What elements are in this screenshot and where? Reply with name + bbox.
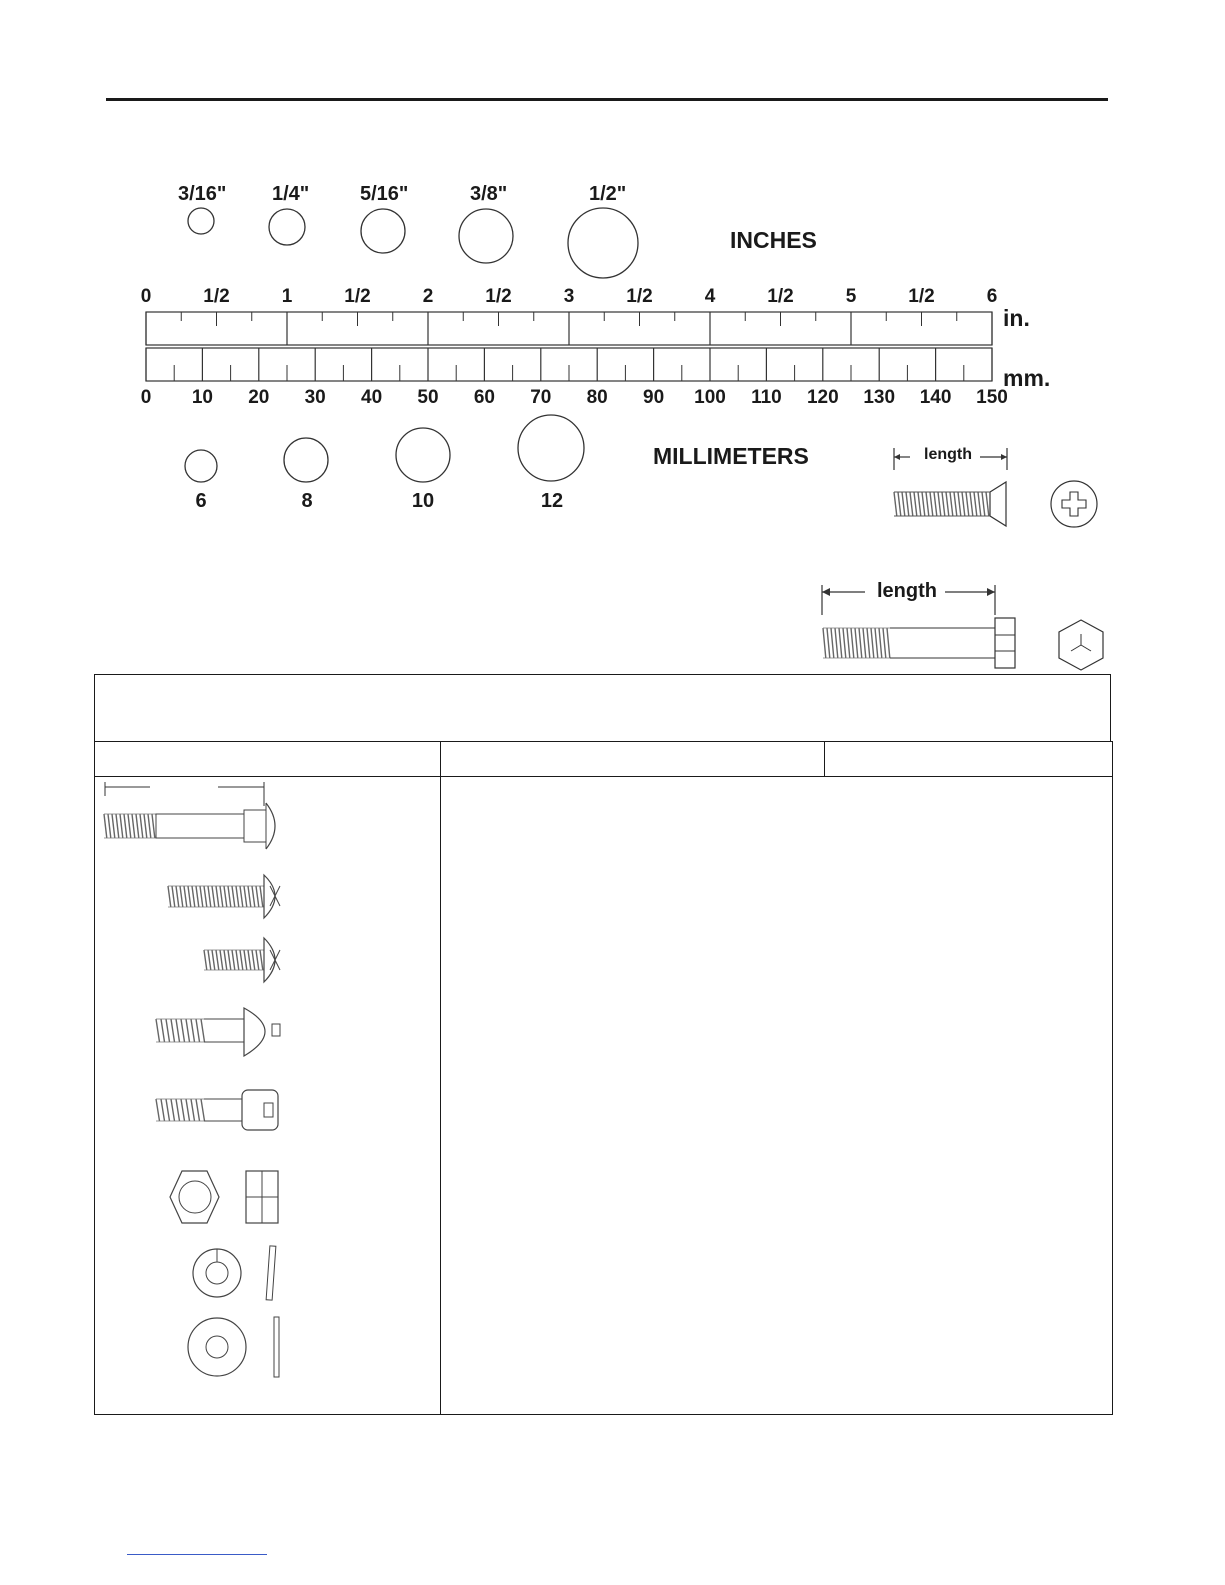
thread-line xyxy=(966,492,969,516)
thread-line xyxy=(176,1019,180,1042)
thread-line xyxy=(938,492,941,516)
inch-tick-label: 1/2 xyxy=(908,286,935,307)
thread-line xyxy=(240,886,243,907)
inch-tick-label: 1/2 xyxy=(767,286,794,307)
mm-hole-6 xyxy=(185,450,217,482)
table-column-header-3 xyxy=(824,741,1113,777)
thread-line xyxy=(186,1019,190,1042)
inch-tick-label: 2 xyxy=(422,286,434,307)
mm-unit-label: mm. xyxy=(1003,365,1051,391)
thread-line xyxy=(906,492,909,516)
flat-washer xyxy=(188,1317,279,1377)
thread-line xyxy=(244,886,247,907)
thread-line xyxy=(224,886,227,907)
thread-line xyxy=(161,1019,165,1042)
table-column-header-1 xyxy=(94,741,441,777)
thread-line xyxy=(248,950,251,970)
thread-line xyxy=(166,1099,170,1121)
thread-line xyxy=(851,628,854,658)
mm-tick-label: 100 xyxy=(694,387,726,408)
thread-line xyxy=(196,886,199,907)
thread-line xyxy=(176,886,179,907)
thread-line xyxy=(176,1099,180,1121)
thread-line xyxy=(216,950,219,970)
thread-line xyxy=(879,628,882,658)
mm-hole-label-8: 8 xyxy=(301,490,313,512)
thread-line xyxy=(831,628,834,658)
thread-line xyxy=(902,492,905,516)
mm-hole-circles xyxy=(0,400,700,500)
thread-line xyxy=(232,950,235,970)
mm-tick-label: 0 xyxy=(140,387,152,408)
socket-cap-screw xyxy=(156,1090,278,1130)
thread-line xyxy=(180,886,183,907)
thread-line xyxy=(982,492,985,516)
thread-line xyxy=(104,814,107,838)
thread-line xyxy=(116,814,119,838)
thread-line xyxy=(894,492,897,516)
inch-tick-label: 3 xyxy=(563,286,575,307)
thread-line xyxy=(835,628,838,658)
thread-line xyxy=(930,492,933,516)
thread-line xyxy=(970,492,973,516)
thread-line xyxy=(875,628,878,658)
inch-tick-label: 1 xyxy=(281,286,293,307)
thread-line xyxy=(200,886,203,907)
thread-line xyxy=(918,492,921,516)
thread-line xyxy=(212,886,215,907)
thread-line xyxy=(220,950,223,970)
pan-head-screw-short xyxy=(204,938,280,982)
thread-line xyxy=(161,1099,165,1121)
thread-line xyxy=(192,886,195,907)
mm-hole-label-10: 10 xyxy=(411,490,435,512)
thread-line xyxy=(204,950,207,970)
inch-hole-label-1-2: 1/2" xyxy=(589,183,627,205)
thread-line xyxy=(887,628,890,658)
thread-line xyxy=(958,492,961,516)
thread-line xyxy=(898,492,901,516)
thread-line xyxy=(228,950,231,970)
thread-line xyxy=(140,814,143,838)
hardware-description-cell xyxy=(440,776,1113,1415)
mm-hole-label-6: 6 xyxy=(195,490,207,512)
thread-line xyxy=(926,492,929,516)
thread-line xyxy=(208,950,211,970)
thread-line xyxy=(883,628,886,658)
thread-line xyxy=(867,628,870,658)
mm-hole-10 xyxy=(396,428,450,482)
inch-unit-label: in. xyxy=(1003,305,1030,331)
thread-line xyxy=(171,1099,175,1121)
thread-line xyxy=(188,886,191,907)
thread-line xyxy=(156,1099,160,1121)
thread-line xyxy=(172,886,175,907)
thread-line xyxy=(168,886,171,907)
mm-tick-label: 10 xyxy=(191,387,213,408)
thread-line xyxy=(954,492,957,516)
thread-line xyxy=(256,950,259,970)
thread-line xyxy=(208,886,211,907)
inch-ticks xyxy=(146,312,992,345)
thread-line xyxy=(847,628,850,658)
thread-line xyxy=(260,886,263,907)
thread-line xyxy=(232,886,235,907)
inch-hole-label-1-4: 1/4" xyxy=(272,183,310,205)
mm-hole-12 xyxy=(518,415,584,481)
thread-line xyxy=(855,628,858,658)
thread-line xyxy=(236,886,239,907)
thread-line xyxy=(124,814,127,838)
thread-line xyxy=(914,492,917,516)
thread-line xyxy=(112,814,115,838)
thread-line xyxy=(120,814,123,838)
inch-tick-label: 6 xyxy=(986,286,998,307)
mm-tick-label: 110 xyxy=(751,387,782,408)
thread-line xyxy=(212,950,215,970)
thread-line xyxy=(863,628,866,658)
inch-hole-3-16 xyxy=(188,208,214,234)
thread-line xyxy=(910,492,913,516)
thread-line xyxy=(132,814,135,838)
carriage-bolt xyxy=(104,782,275,849)
thread-line xyxy=(974,492,977,516)
inch-hole-1-4 xyxy=(269,209,305,245)
thread-line xyxy=(148,814,151,838)
thread-line xyxy=(859,628,862,658)
mm-tick-label: 70 xyxy=(530,387,552,408)
inch-tick-label: 4 xyxy=(704,286,716,307)
thread-line xyxy=(191,1019,195,1042)
thread-line xyxy=(256,886,259,907)
inch-hole-3-8 xyxy=(459,209,513,263)
thread-line xyxy=(136,814,139,838)
mm-tick-label: 60 xyxy=(473,387,495,408)
thread-line xyxy=(986,492,989,516)
mm-tick-label: 20 xyxy=(248,387,270,408)
thread-line xyxy=(220,886,223,907)
inch-hole-label-5-16: 5/16" xyxy=(360,183,409,205)
thread-line xyxy=(216,886,219,907)
mm-tick-label: 50 xyxy=(417,387,439,408)
inch-hole-circles xyxy=(0,0,1225,300)
lock-washer xyxy=(193,1246,276,1300)
thread-line xyxy=(240,950,243,970)
bottom-link[interactable] xyxy=(127,1554,267,1555)
mm-hole-label-12: 12 xyxy=(540,490,564,512)
thread-line xyxy=(827,628,830,658)
button-head-socket-screw xyxy=(156,1008,280,1056)
mm-hole-8 xyxy=(284,438,328,482)
inch-tick-label: 1/2 xyxy=(485,286,512,307)
mm-ticks xyxy=(146,348,992,381)
thread-line xyxy=(260,950,263,970)
mm-tick-label: 80 xyxy=(586,387,608,408)
inch-hole-label-3-16: 3/16" xyxy=(178,183,227,205)
thread-line xyxy=(950,492,953,516)
thread-line xyxy=(128,814,131,838)
thread-line xyxy=(156,1019,160,1042)
length-label-small: length xyxy=(920,446,976,464)
hardware-illustrations xyxy=(94,776,440,1414)
inch-tick-label: 1/2 xyxy=(344,286,371,307)
thread-line xyxy=(236,950,239,970)
hex-head-icon xyxy=(1055,618,1111,674)
thread-line xyxy=(228,886,231,907)
thread-line xyxy=(962,492,965,516)
inch-tick-label: 0 xyxy=(140,286,152,307)
thread-line xyxy=(152,814,155,838)
mm-tick-label: 130 xyxy=(863,387,896,408)
inches-title: INCHES xyxy=(730,227,817,253)
thread-line xyxy=(144,814,147,838)
millimeters-title: MILLIMETERS xyxy=(653,443,809,469)
length-label-large: length xyxy=(873,580,941,603)
inch-hole-label-3-8: 3/8" xyxy=(470,183,508,205)
thread-line xyxy=(184,886,187,907)
thread-line xyxy=(201,1019,205,1042)
thread-line xyxy=(204,886,207,907)
thread-line xyxy=(171,1019,175,1042)
thread-line xyxy=(201,1099,205,1121)
thread-line xyxy=(186,1099,190,1121)
inch-tick-label: 1/2 xyxy=(203,286,230,307)
mm-tick-label: 150 xyxy=(976,387,1008,408)
thread-line xyxy=(252,886,255,907)
mm-tick-label: 120 xyxy=(806,387,839,408)
mm-tick-label: 140 xyxy=(919,387,952,408)
thread-line xyxy=(978,492,981,516)
table-column-header-2 xyxy=(440,741,825,777)
thread-line xyxy=(181,1099,185,1121)
thread-line xyxy=(839,628,842,658)
thread-line xyxy=(191,1099,195,1121)
thread-line xyxy=(196,1099,200,1121)
thread-line xyxy=(934,492,937,516)
table-header-box xyxy=(94,674,1111,742)
thread-line xyxy=(196,1019,200,1042)
thread-line xyxy=(922,492,925,516)
mm-tick-label: 30 xyxy=(304,387,326,408)
thread-line xyxy=(871,628,874,658)
mm-tick-label: 40 xyxy=(361,387,383,408)
thread-line xyxy=(843,628,846,658)
thread-line xyxy=(823,628,826,658)
thread-line xyxy=(946,492,949,516)
thread-line xyxy=(224,950,227,970)
phillips-head-icon xyxy=(1050,480,1100,530)
thread-line xyxy=(108,814,111,838)
inch-hole-1-2 xyxy=(568,208,638,278)
thread-line xyxy=(252,950,255,970)
thread-line xyxy=(942,492,945,516)
pan-head-screw-long xyxy=(168,875,280,918)
thread-line xyxy=(181,1019,185,1042)
inch-hole-5-16 xyxy=(361,209,405,253)
hex-nut xyxy=(170,1171,278,1223)
thread-line xyxy=(166,1019,170,1042)
thread-line xyxy=(248,886,251,907)
inch-tick-label: 5 xyxy=(845,286,857,307)
thread-line xyxy=(244,950,247,970)
mm-tick-label: 90 xyxy=(643,387,665,408)
inch-tick-label: 1/2 xyxy=(626,286,653,307)
